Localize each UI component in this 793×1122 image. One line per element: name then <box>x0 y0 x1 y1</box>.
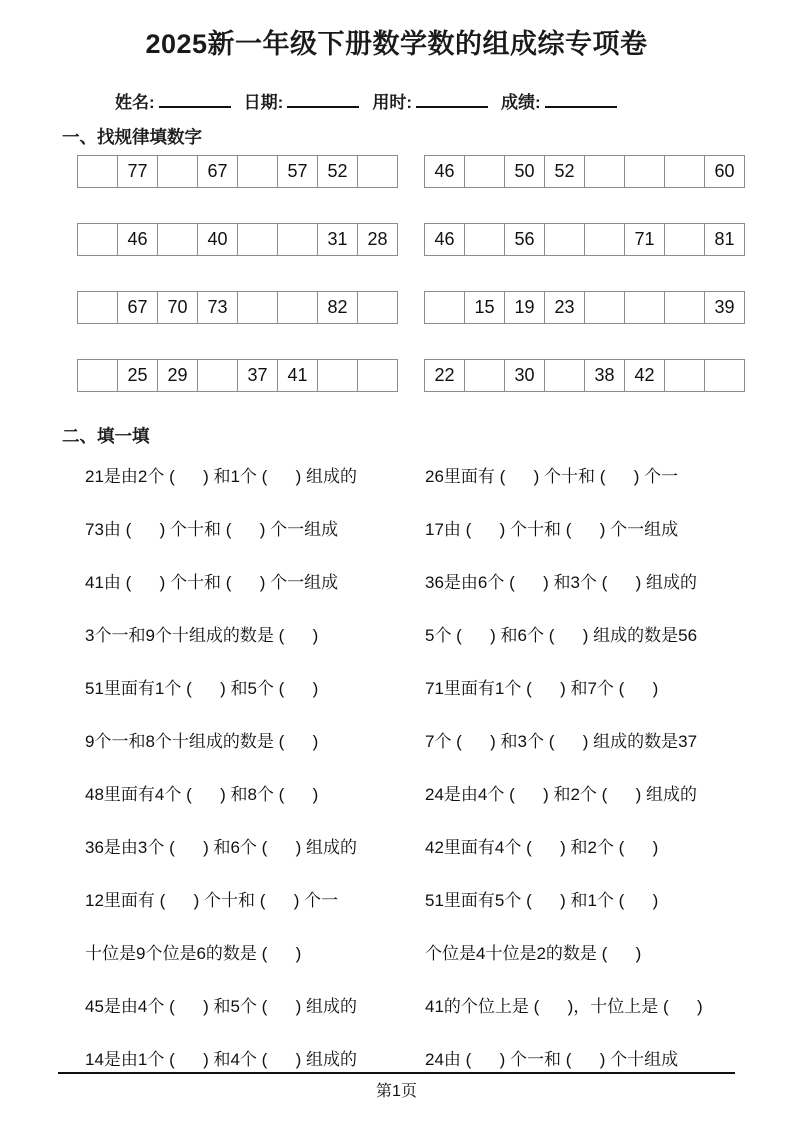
meta-field-label: 日期: <box>243 93 284 112</box>
number-cell: 82 <box>318 292 358 324</box>
question-row <box>0 501 793 554</box>
blank-cell <box>545 360 585 392</box>
number-cell: 41 <box>278 360 318 392</box>
blank-cell <box>465 156 505 188</box>
blank-cell <box>358 292 398 324</box>
question-text-right: 51里面有5个 ( ) 和1个 ( ) <box>425 891 659 910</box>
number-cell: 28 <box>358 224 398 256</box>
footer-divider <box>58 1072 735 1074</box>
page-number: 第1页 <box>376 1083 417 1100</box>
number-cell: 46 <box>425 224 465 256</box>
section-one-heading: 一、找规律填数字 <box>62 127 202 147</box>
blank-cell <box>585 156 625 188</box>
number-cell: 46 <box>118 224 158 256</box>
question-row <box>0 660 793 713</box>
number-cell: 67 <box>118 292 158 324</box>
number-cell: 19 <box>505 292 545 324</box>
blank-cell <box>78 360 118 392</box>
meta-field-label: 成绩: <box>501 93 541 112</box>
blank-cell <box>425 292 465 324</box>
question-text-right: 17由 ( ) 个十和 ( ) 个一组成 <box>425 520 679 539</box>
blank-cell <box>238 156 278 188</box>
number-cell: 40 <box>198 224 238 256</box>
blank-cell <box>278 224 318 256</box>
question-row <box>0 978 793 1031</box>
question-text-left: 45是由4个 ( ) 和5个 ( ) 组成的 <box>85 997 358 1016</box>
question-text-left: 3个一和9个十组成的数是 ( ) <box>85 626 319 645</box>
number-cell: 81 <box>705 224 745 256</box>
blank-cell <box>585 292 625 324</box>
blank-cell <box>585 224 625 256</box>
question-text-left: 12里面有 ( ) 个十和 ( ) 个一 <box>85 891 339 910</box>
student-info-row <box>0 88 793 113</box>
table-row <box>77 291 745 324</box>
question-text-right: 24由 ( ) 个一和 ( ) 个十组成 <box>425 1050 679 1069</box>
question-row <box>0 448 793 501</box>
question-row <box>0 766 793 819</box>
number-table-left <box>77 155 398 188</box>
question-text-right: 7个 ( ) 和3个 ( ) 组成的数是37 <box>425 732 698 751</box>
blank-cell <box>278 292 318 324</box>
blank-cell <box>198 360 238 392</box>
number-cell: 57 <box>278 156 318 188</box>
blank-cell <box>358 156 398 188</box>
question-text-right: 41的个位上是 ( )，十位上是 ( ) <box>425 997 703 1016</box>
blank-cell <box>625 156 665 188</box>
blank-cell <box>238 224 278 256</box>
blank-cell <box>625 292 665 324</box>
page-title: 2025新一年级下册数学数的组成综专项卷 <box>145 29 648 59</box>
meta-field-label: 用时: <box>372 93 413 112</box>
blank-cell <box>358 360 398 392</box>
number-table-left <box>77 359 398 392</box>
number-cell: 77 <box>118 156 158 188</box>
blank-cell <box>705 360 745 392</box>
question-text-right: 5个 ( ) 和6个 ( ) 组成的数是56 <box>425 626 698 645</box>
table-row <box>77 223 745 256</box>
number-cell: 52 <box>318 156 358 188</box>
question-text-left: 14是由1个 ( ) 和4个 ( ) 组成的 <box>85 1050 358 1069</box>
question-row <box>0 713 793 766</box>
question-text-left: 十位是9个位是6的数是 ( ) <box>85 944 302 963</box>
number-cell: 39 <box>705 292 745 324</box>
blank-cell <box>318 360 358 392</box>
number-table-left <box>77 223 398 256</box>
blank-line <box>287 92 359 108</box>
blank-line <box>545 92 617 108</box>
number-cell: 56 <box>505 224 545 256</box>
number-cell: 70 <box>158 292 198 324</box>
number-cell: 30 <box>505 360 545 392</box>
blank-cell <box>465 224 505 256</box>
question-text-left: 9个一和8个十组成的数是 ( ) <box>85 732 319 751</box>
question-row <box>0 554 793 607</box>
fill-in-questions <box>0 448 793 1084</box>
blank-cell <box>665 360 705 392</box>
number-cell: 46 <box>425 156 465 188</box>
blank-cell <box>665 292 705 324</box>
question-text-right: 24是由4个 ( ) 和2个 ( ) 组成的 <box>425 785 698 804</box>
blank-cell <box>78 292 118 324</box>
blank-cell <box>665 224 705 256</box>
blank-line <box>159 92 231 108</box>
question-text-left: 73由 ( ) 个十和 ( ) 个一组成 <box>85 520 339 539</box>
blank-cell <box>158 224 198 256</box>
number-cell: 50 <box>505 156 545 188</box>
question-text-right: 42里面有4个 ( ) 和2个 ( ) <box>425 838 659 857</box>
number-pattern-tables <box>77 155 745 392</box>
number-cell: 71 <box>625 224 665 256</box>
table-row <box>77 359 745 392</box>
question-row <box>0 872 793 925</box>
number-table-right <box>424 223 745 256</box>
number-cell: 23 <box>545 292 585 324</box>
number-cell: 60 <box>705 156 745 188</box>
question-text-right: 36是由6个 ( ) 和3个 ( ) 组成的 <box>425 573 698 592</box>
number-cell: 29 <box>158 360 198 392</box>
number-cell: 42 <box>625 360 665 392</box>
number-cell: 31 <box>318 224 358 256</box>
blank-cell <box>465 360 505 392</box>
question-text-left: 51里面有1个 ( ) 和5个 ( ) <box>85 679 319 698</box>
question-text-right: 26里面有 ( ) 个十和 ( ) 个一 <box>425 467 679 486</box>
meta-field <box>115 93 231 112</box>
blank-cell <box>238 292 278 324</box>
table-row <box>77 155 745 188</box>
section-two-heading: 二、填一填 <box>62 426 150 446</box>
number-cell: 52 <box>545 156 585 188</box>
number-cell: 25 <box>118 360 158 392</box>
blank-cell <box>78 224 118 256</box>
question-text-left: 36是由3个 ( ) 和6个 ( ) 组成的 <box>85 838 358 857</box>
number-table-right <box>424 291 745 324</box>
blank-cell <box>545 224 585 256</box>
question-text-left: 48里面有4个 ( ) 和8个 ( ) <box>85 785 319 804</box>
meta-field <box>244 93 360 112</box>
meta-field-label: 姓名: <box>115 93 155 112</box>
question-row <box>0 607 793 660</box>
blank-cell <box>665 156 705 188</box>
number-table-right <box>424 359 745 392</box>
question-row <box>0 925 793 978</box>
question-text-right: 个位是4十位是2的数是 ( ) <box>425 944 642 963</box>
number-cell: 37 <box>238 360 278 392</box>
blank-line <box>416 92 488 108</box>
question-row <box>0 819 793 872</box>
question-row <box>0 1031 793 1084</box>
meta-field <box>372 93 488 112</box>
question-text-right: 71里面有1个 ( ) 和7个 ( ) <box>425 679 659 698</box>
meta-field <box>501 93 617 112</box>
number-cell: 38 <box>585 360 625 392</box>
number-cell: 67 <box>198 156 238 188</box>
question-text-left: 21是由2个 ( ) 和1个 ( ) 组成的 <box>85 467 358 486</box>
blank-cell <box>78 156 118 188</box>
number-table-right <box>424 155 745 188</box>
number-table-left <box>77 291 398 324</box>
question-text-left: 41由 ( ) 个十和 ( ) 个一组成 <box>85 573 339 592</box>
blank-cell <box>158 156 198 188</box>
number-cell: 22 <box>425 360 465 392</box>
number-cell: 15 <box>465 292 505 324</box>
number-cell: 73 <box>198 292 238 324</box>
